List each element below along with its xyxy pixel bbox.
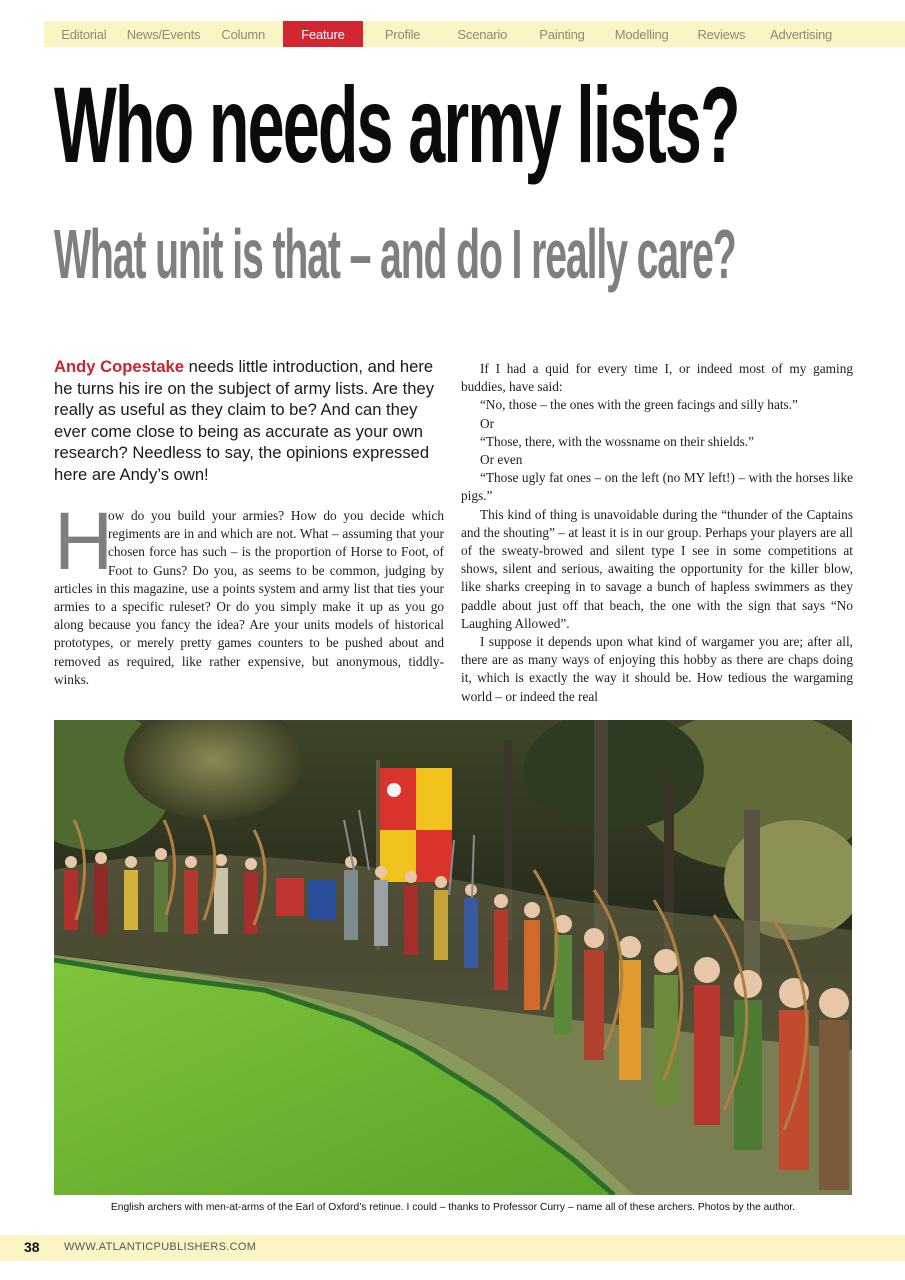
- article-headline: Who needs army lists?: [54, 64, 739, 185]
- body-column-2: [461, 360, 853, 706]
- nav-item-modelling[interactable]: Modelling: [614, 26, 669, 42]
- nav-item-news-events[interactable]: News/Events: [126, 26, 201, 42]
- nav-item-scenario[interactable]: Scenario: [457, 26, 508, 42]
- nav-item-editorial[interactable]: Editorial: [61, 26, 107, 42]
- body-paragraph: “No, those – the ones with the green facings and silly hats.”: [480, 397, 798, 413]
- article-subheadline: What unit is that – and do I really care?: [54, 215, 736, 293]
- body-paragraph: “Those, there, with the wossname on their shields.”: [480, 433, 754, 449]
- publisher-website: WWW.ATLANTICPUBLISHERS.COM: [64, 1241, 257, 1253]
- nav-item-advertising[interactable]: Advertising: [769, 26, 833, 42]
- article-photo: [54, 720, 852, 1195]
- page-footer: [0, 1235, 905, 1261]
- nav-item-column[interactable]: Column: [221, 26, 266, 42]
- body-paragraph: “Those ugly fat ones – on the left (no MY left!) – with the horses like pigs.”: [461, 470, 853, 504]
- intro-standfirst: [54, 356, 446, 485]
- drop-cap: H: [54, 496, 114, 587]
- body-paragraph: Or even: [480, 452, 523, 468]
- nav-item-painting[interactable]: Painting: [539, 26, 585, 42]
- body-paragraph: ow do you build your armies? How do you decide which regiments are in and which are not. What – assuming that your chosen force has such – is the proportion of Horse to Foot, of Foot to Guns? Do you, as seems to be common, judging by articles in this magazine, use a points system and army list that ties your armies to a specific ruleset? Or do you simply make it up as you go along because you fancy the idea? Are your units models of historical prototypes, or merely pretty games counters to be pushed about and removed as required, like rather expensive, but anonymous, tiddly-winks.: [54, 508, 444, 687]
- body-column-1: [54, 496, 444, 689]
- nav-item-reviews[interactable]: Reviews: [697, 26, 746, 42]
- body-paragraph: This kind of thing is unavoidable during the “thunder of the Captains and the shouting” – at least it is in our group. Perhaps your players are all of the sweaty-browed and silent type I see in some competitions at shows, silent and serious, awaiting the opportunity for the killer blow, like sharks creeping in to savage a bunch of hapless swimmers as they paddle about just off that beach, the one with the sign that says “No Laughing Allowed”.: [461, 506, 853, 631]
- body-paragraph: Or: [480, 415, 495, 431]
- page-number: 38: [24, 1239, 40, 1255]
- section-nav: [44, 21, 905, 47]
- photo-illustration: [54, 720, 852, 1195]
- intro-text: needs little introduction, and here he turns his ire on the subject of army lists. Are they really as useful as they claim to be? And can they ever come close to being as accurate as your own research? Needless to say, the opinions expressed here are Andy’s own!: [54, 357, 434, 484]
- body-paragraph: If I had a quid for every time I, or indeed most of my gaming buddies, have said:: [461, 361, 853, 395]
- nav-item-profile[interactable]: Profile: [384, 26, 421, 42]
- author-name: Andy Copestake: [54, 357, 185, 376]
- body-paragraph: I suppose it depends upon what kind of wargamer you are; after all, there are as many ways of enjoying this hobby as there are chaps doing it, which is exactly the way it should be. How tedious the wargaming world – or indeed the real: [461, 634, 853, 704]
- photo-caption: English archers with men-at-arms of the Earl of Oxford’s retinue. I could – thanks to Professor Curry – name all of these archers. Photos by the author.: [110, 1202, 796, 1213]
- nav-item-feature[interactable]: Feature: [283, 21, 363, 47]
